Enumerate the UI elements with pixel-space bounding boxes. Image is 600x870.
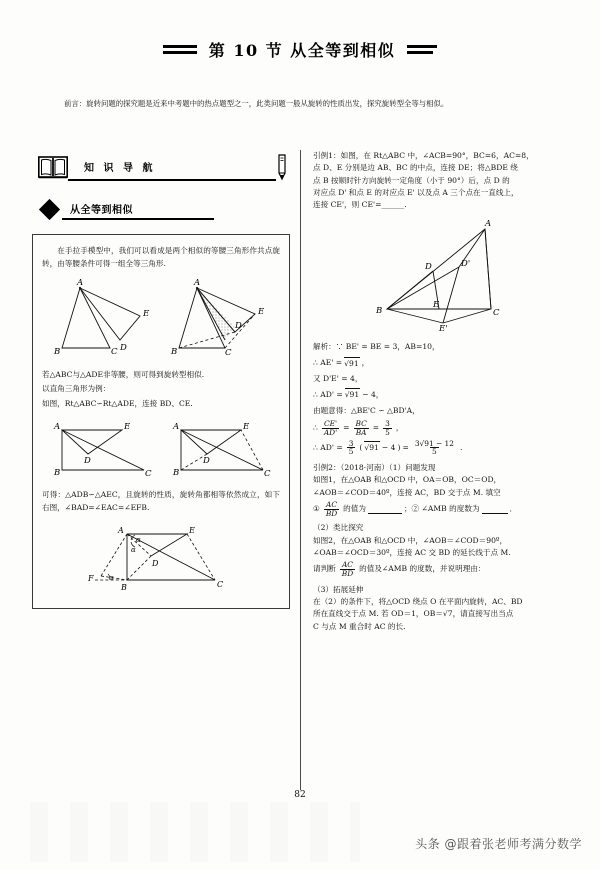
paren-close: ) [397, 442, 401, 452]
q1-text: 的值为 [343, 504, 366, 514]
radical-91-a: √91 [344, 357, 360, 370]
diamond-bullet-icon [39, 199, 60, 220]
page-title-row [0, 38, 600, 61]
svg-text:D: D [424, 262, 432, 273]
svg-text:E: E [257, 306, 264, 317]
svg-text:A: A [53, 421, 60, 432]
example-1-line-2: 点 D、E 分别是边 AB、BC 的中点，连接 DE；将△BDE 绕 [313, 163, 518, 173]
watermark-text: 头条 @跟着张老师考满分数学 [415, 837, 582, 851]
paren-open: ( [359, 442, 363, 452]
solution-line-4-post: − 4， [362, 389, 384, 399]
example-2-block [313, 462, 574, 517]
figure-3-right-triangle [48, 418, 156, 480]
svg-text:E: E [142, 308, 149, 319]
fraction-3-5-a: $\frac{3}{5}$ [385, 418, 390, 437]
solution-eq-3: = [402, 442, 409, 452]
section-rule [62, 218, 214, 220]
svg-text:C: C [144, 468, 152, 479]
example-1-line-4: 对应点 D' 和点 E 的对应点 E' 以及点 A 三个点在一直线上， [313, 187, 519, 197]
page-number: 82 [294, 790, 306, 800]
part-2-ask-pre: 请判断 [313, 564, 336, 574]
part-2-head: （2）类比探究 [313, 523, 364, 533]
solution-eq-2: = [372, 423, 380, 433]
part-3-line-1: 在（2）的条件下，将△OCD 绕点 O 在平面内旋转，AC、BD [313, 597, 523, 607]
title-dash-right [407, 45, 437, 54]
section-title: 从全等到相似 [70, 205, 133, 216]
svg-text:B: B [170, 346, 177, 357]
solution-line-3: 又 D'E' = 4， [313, 374, 363, 384]
solution-line-7-post: . [459, 442, 463, 452]
q2-end: ． [509, 504, 518, 514]
fraction-3-5-b: $\frac{3}{5}$ [348, 438, 354, 457]
answer-blank-2[interactable] [482, 505, 508, 514]
preface-text: 前言：旋转问题的探究题是近来中考题中的热点题型之一，此类问题一般从旋转的性质出发，探究旋转型全等与相似。 [64, 99, 449, 108]
part-3-head: （3）拓展延伸 [313, 584, 364, 594]
svg-text:A: A [118, 526, 124, 536]
svg-text:E': E' [438, 324, 448, 335]
part-2-line-2: ∠OAB＝∠OCD＝30º，连接 AC 交 BD 的延长线于点 M. [313, 548, 511, 558]
box-paragraph-2: 若△ABC与△ADE非等腰，则可得到旋转型相似. [42, 369, 205, 379]
svg-text:C: C [224, 347, 232, 358]
fraction-ce-ad: $\frac{CE'}{AD'}$ [323, 418, 338, 437]
knowledge-nav-header [32, 154, 290, 188]
fraction-ac-bd-a: $\frac{AC}{BD}$ [325, 499, 338, 518]
svg-text:B: B [375, 306, 382, 317]
example-2-question-1 [313, 501, 574, 518]
knowledge-box [32, 234, 290, 609]
example-1-figure [313, 217, 574, 333]
svg-text:C: C [217, 580, 224, 590]
svg-text:C: C [263, 468, 271, 479]
figure-pair-1 [42, 278, 280, 360]
box-paragraph-3: 以直角三角形为例： [42, 384, 111, 394]
solution-line-2 [313, 357, 574, 370]
svg-text:α: α [109, 574, 114, 583]
example-1-line-3: 点 B 按顺时针方向旋转一定角度（小于 90°）后，点 D 的 [313, 175, 510, 185]
solution-line-2-pre: ∴ AE' = [313, 358, 343, 368]
q1-marker: ① [313, 504, 320, 514]
pencil-icon [276, 154, 288, 182]
radical-91-c: √91 [364, 441, 380, 454]
svg-text:E: E [242, 421, 249, 432]
box-paragraph-1: 在手拉手模型中，我们可以看成是两个相似的等腰三角形作共点旋转，由等腰条件可得一组全等三角形. [42, 246, 280, 268]
svg-text:α: α [131, 546, 136, 555]
svg-text:A: A [193, 277, 200, 288]
fraction-ac-bd-b: $\frac{AC}{BD}$ [341, 560, 354, 579]
svg-text:D: D [83, 455, 91, 466]
solution-line-7-pre: ∴ AD' = [313, 442, 343, 452]
two-column-body [32, 150, 574, 790]
figure-4-right-triangle-connected [167, 418, 275, 480]
knowledge-nav-title: 知 识 导 航 [84, 163, 156, 174]
left-column [32, 150, 290, 790]
svg-text:F: F [88, 574, 94, 584]
figure-2-isosceles-after [167, 278, 275, 360]
solution-line-6-post: ， [395, 423, 404, 433]
svg-text:D: D [119, 342, 127, 353]
solution-line-5: 由题意得：△BE'C ∽ △BD'A， [313, 405, 420, 415]
section-header [32, 198, 290, 224]
svg-text:E: E [432, 300, 439, 311]
svg-text:D: D [152, 559, 159, 569]
part-2-line-1: 如图2，在△OAB 和△OCD 中，∠AOB＝∠COD＝90º， [313, 535, 508, 545]
radical-91-b: √91 [345, 388, 361, 401]
svg-text:E: E [123, 421, 130, 432]
solution-line-7 [313, 440, 574, 457]
solution-line-4 [313, 388, 574, 401]
solution-head: 解析：∵ BE' = BE = 3，AB=10， [313, 342, 440, 352]
book-icon [38, 156, 68, 180]
box-paragraph-5: 可得：△ADB∽△AEC，且旋转的性质，旋转角都相等依然成立，如下右图，∠BAD=∠EAC=∠EFB. [42, 489, 280, 512]
figure-1-isosceles-before [48, 278, 156, 360]
part-3-line-2: 所在直线交于点 M. 若 OD＝1，OB＝√7，请直接写出当点 [313, 609, 514, 619]
figure-5-svg [81, 522, 241, 594]
right-column [313, 150, 574, 790]
nav-rule [68, 179, 276, 181]
example-1-block [313, 150, 574, 211]
fraction-bc-ba: $\frac{BC}{BA}$ [355, 418, 367, 437]
example-1-figure-svg [373, 217, 515, 333]
figure-5-rotation-angles [42, 522, 280, 594]
example-1-line-1: 引例1：如图，在 Rt△ABC 中，∠ACB=90°，BC=6，AC=8， [313, 151, 534, 160]
svg-text:D: D [202, 455, 210, 466]
svg-text:B: B [53, 346, 60, 357]
svg-text:B: B [53, 467, 60, 478]
example-2-part-2 [313, 522, 574, 577]
svg-text:B: B [172, 467, 179, 478]
solution-block [313, 341, 574, 456]
svg-text:A: A [484, 219, 491, 230]
svg-text:α: α [136, 536, 141, 545]
column-divider [300, 150, 301, 790]
title-dash-left [163, 45, 197, 54]
solution-line-4-pre: ∴ AD' = [313, 389, 343, 399]
solution-line-6-pre: ∴ [313, 423, 318, 433]
box-paragraph-4: 如图，Rt△ABC∽Rt△ADE，连接 BD、CE. [42, 399, 193, 408]
svg-text:D': D' [460, 259, 470, 270]
part-2-question [313, 561, 574, 578]
figure-pair-2 [42, 418, 280, 480]
solution-line-2-post: ， [361, 358, 370, 368]
svg-text:A: A [172, 421, 179, 432]
svg-text:B: B [121, 583, 127, 593]
svg-text:C: C [492, 308, 500, 319]
solution-eq-1: = [343, 423, 350, 433]
part-3-line-3: C 与点 M 重合时 AC 的长. [313, 621, 406, 631]
example-2-line-2: ∠AOB＝∠COD＝40º，连接 AC，BD 交于点 M. 填空 [313, 487, 501, 497]
fraction-result: $\frac{3√91 - 12}{5}$ [414, 438, 454, 457]
example-2-part-3 [313, 584, 574, 633]
watermark-ghost [30, 802, 360, 862]
example-1-line-5: 连接 CE'，则 CE'=______. [313, 200, 407, 210]
page-title: 第 10 节 从全等到相似 [208, 41, 396, 60]
example-2-line-1: 如图1，在△OAB 和△OCD 中，OA＝OB，OC＝OD， [313, 475, 502, 485]
solution-minus-4: − 4 [381, 442, 396, 452]
svg-text:D: D [234, 320, 242, 331]
solution-line-6 [313, 420, 574, 437]
svg-text:E: E [189, 526, 195, 536]
example-2-head: 引例2：（2018·河南）（1）问题发现 [313, 463, 436, 473]
svg-text:C: C [110, 346, 118, 357]
q2-text: ；② ∠AMB 的度数为 [403, 504, 480, 514]
part-2-ask-post: 的值及∠AMB 的度数，并说明理由： [359, 564, 486, 574]
answer-blank-1[interactable] [368, 505, 402, 514]
svg-text:A: A [76, 277, 83, 288]
